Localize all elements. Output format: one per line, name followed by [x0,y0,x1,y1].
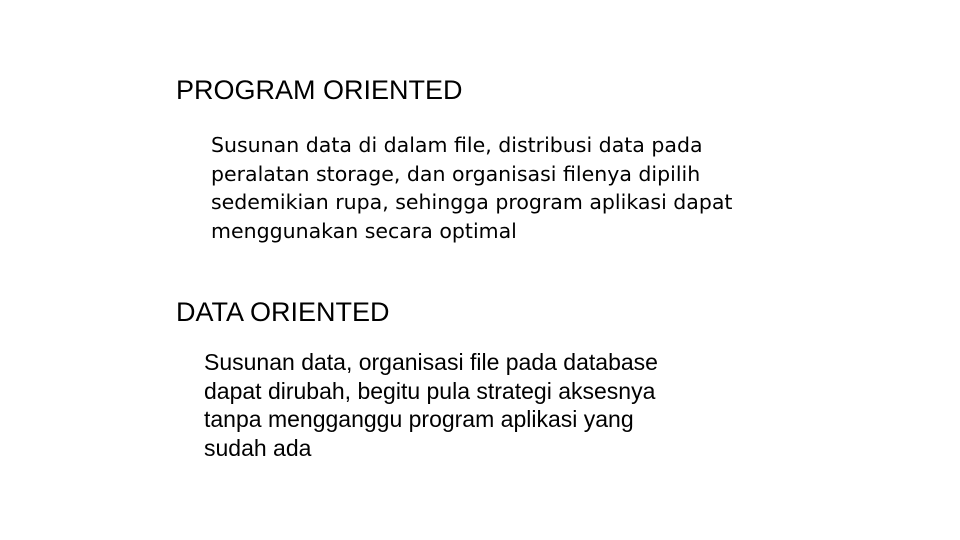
body-line: dapat dirubah, begitu pula strategi aksesnya [204,377,656,404]
body-line: sudah ada [204,434,312,461]
body-line: Susunan data di dalam file, distribusi data pada [211,133,703,157]
body-line: tanpa mengganggu program aplikasi yang [204,406,634,432]
body-line: sedemikian rupa, sehingga program aplikasi dapat [211,190,733,214]
section-heading-program-oriented: PROGRAM ORIENTED [176,75,463,105]
body-line: Susunan data, organisasi file pada database [204,349,658,375]
body-line: menggunakan secara optimal [211,218,517,243]
section-body-program-oriented [211,131,811,245]
section-heading-data-oriented: DATA ORIENTED [176,297,390,327]
section-body-data-oriented [204,348,844,462]
body-line: peralatan storage, dan organisasi filenya dipilih [211,161,701,186]
